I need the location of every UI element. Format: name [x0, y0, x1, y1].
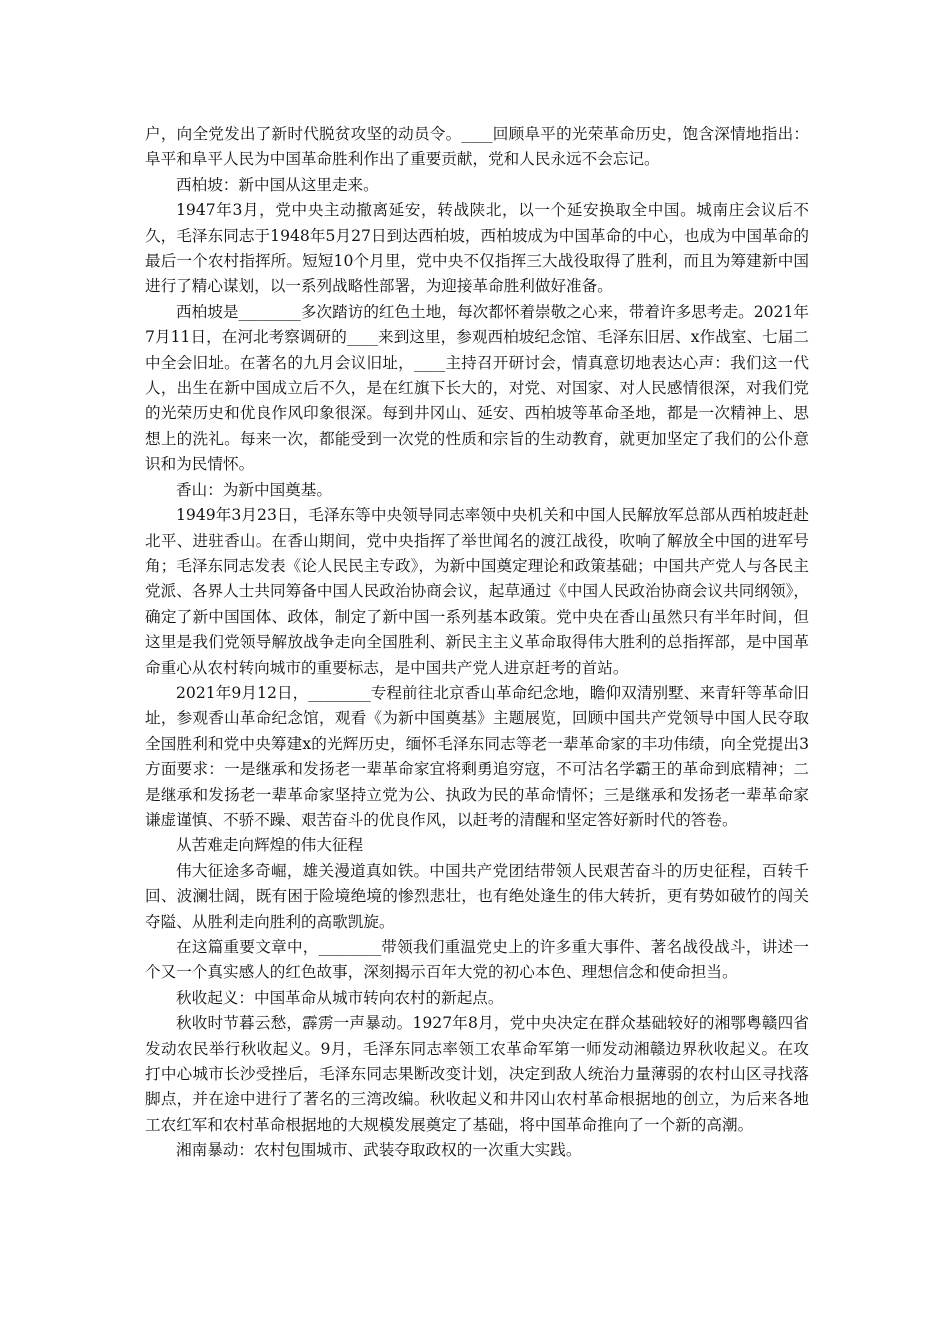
paragraph: 西柏坡是________多次踏访的红色土地，每次都怀着崇敬之心来，带着许多思考走。2021年7月11日，在河北考察调研的____来到这里，参观西柏坡纪念馆、毛泽东旧居、x作战室、七届二中全会旧址。在著名的九月会议旧址，____主持召开研讨会，情真意切地表达心声：我们这一代人，出生在新中国成立后不久，是在红旗下长大的，对党、对国家、对人民感情很深，对我们党的光荣历史和优良作风印象很深。每到井冈山、延安、西柏坡等革命圣地，都是一次精神上、思想上的洗礼。每来一次，都能受到一次党的性质和宗旨的生动教育，就更加坚定了我们的公仆意识和为民情怀。: [145, 302, 809, 474]
document-body: [145, 122, 809, 1164]
section-heading-autumn-harvest: 秋收起义：中国革命从城市转向农村的新起点。: [176, 988, 504, 1007]
paragraph: 户，向全党发出了新时代脱贫攻坚的动员令。____回顾阜平的光荣革命历史，饱含深情地指出：阜平和阜平人民为中国革命胜利作出了重要贡献，党和人民永远不会忘记。: [145, 125, 809, 169]
paragraph: 秋收时节暮云愁，霹雳一声暴动。1927年8月，党中央决定在群众基础较好的湘鄂粤赣四省发动农民举行秋收起义。9月，毛泽东同志率领工农革命军第一师发动湘赣边界秋收起义。在攻打中心城市长沙受挫后，毛泽东同志果断改变计划，决定到敌人统治力量薄弱的农村山区寻找落脚点，并在途中进行了著名的三湾改编。秋收起义和井冈山农村革命根据地的创立，为后来各地工农红军和农村革命根据地的大规模发展奠定了基础，将中国革命推向了一个新的高潮。: [145, 1014, 809, 1134]
section-heading-great-journey: 从苦难走向辉煌的伟大征程: [176, 836, 364, 855]
section-heading-xibaipo: 西柏坡：新中国从这里走来。: [176, 175, 379, 194]
paragraph: 1949年3月23日，毛泽东等中央领导同志率领中央机关和中国人民解放军总部从西柏坡赶赴北平、进驻香山。在香山期间，党中央指挥了举世闻名的渡江战役，吹响了解放全中国的进军号角；毛泽东同志发表《论人民民主专政》，为新中国奠定理论和政策基础；中国共产党人与各民主党派、各界人士共同筹备中国人民政治协商会议，起草通过《中国人民政治协商会议共同纲领》，确定了新中国国体、政体，制定了新中国一系列基本政策。党中央在香山虽然只有半年时间，但这里是我们党领导解放战争走向全国胜利、新民主主义革命取得伟大胜利的总指挥部，是中国革命重心从农村转向城市的重要标志，是中国共产党人进京赶考的首站。: [145, 506, 809, 677]
paragraph: 1947年3月，党中央主动撤离延安，转战陕北，以一个延安换取全中国。城南庄会议后不久，毛泽东同志于1948年5月27日到达西柏坡，西柏坡成为中国革命的中心，也成为中国革命的最后一个农村指挥所。短短10个月里，党中央不仅指挥三大战役取得了胜利，而且为筹建新中国进行了精心谋划，以一系列战略性部署，为迎接革命胜利做好准备。: [145, 201, 809, 296]
paragraph: 在这篇重要文章中，________带领我们重温党史上的许多重大事件、著名战役战斗，讲述一个又一个真实感人的红色故事，深刻揭示百年大党的初心本色、理想信念和使命担当。: [145, 938, 809, 982]
paragraph: 伟大征途多奇崛，雄关漫道真如铁。中国共产党团结带领人民艰苦奋斗的历史征程，百转千回、波澜壮阔，既有困于险境绝境的惨烈悲壮，也有绝处逢生的伟大转折，更有势如破竹的闯关夺隘、从胜利走向胜利的高歌凯旋。: [145, 861, 809, 931]
paragraph: 2021年9月12日，________专程前往北京香山革命纪念地，瞻仰双清别墅、来青轩等革命旧址，参观香山革命纪念馆，观看《为新中国奠基》主题展览，回顾中国共产党领导中国人民夺取全国胜利和党中央筹建x的光辉历史，缅怀毛泽东同志等老一辈革命家的丰功伟绩，向全党提出3方面要求：一是继承和发扬老一辈革命家宜将剩勇追穷寇，不可沽名学霸王的革命到底精神；二是继承和发扬老一辈革命家坚持立党为公、执政为民的革命情怀；三是继承和发扬老一辈革命家谦虚谨慎、不骄不躁、艰苦奋斗的优良作风，以赶考的清醒和坚定答好新时代的答卷。: [145, 683, 809, 829]
section-heading-xiangnan: 湘南暴动：农村包围城市、武装夺取政权的一次重大实践。: [176, 1141, 582, 1160]
section-heading-xiangshan: 香山：为新中国奠基。: [176, 480, 332, 499]
